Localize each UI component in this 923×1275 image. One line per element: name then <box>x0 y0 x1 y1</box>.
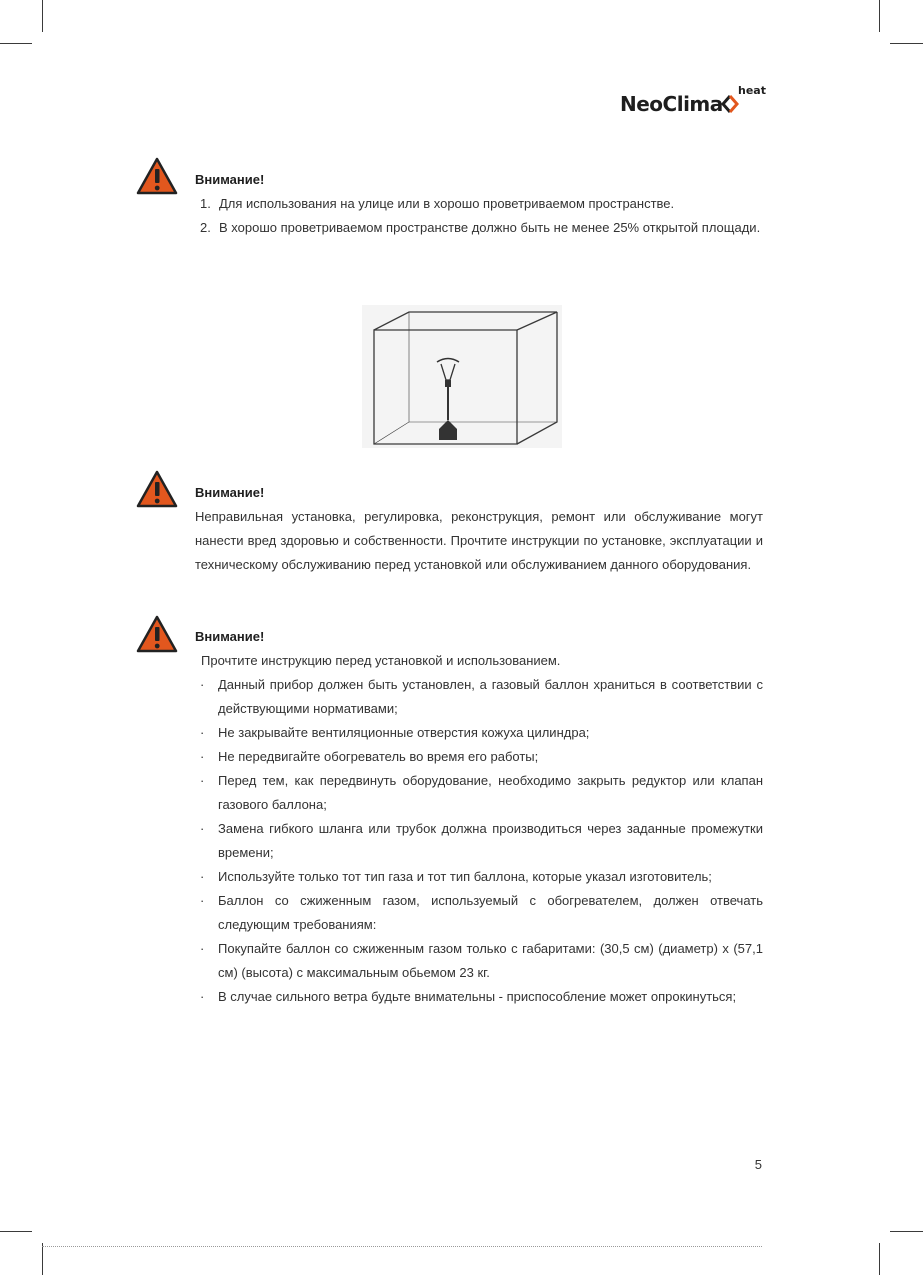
crop-mark <box>879 1243 880 1275</box>
item-text: Для использования на улице или в хорошо проветриваемом пространстве. <box>219 196 675 211</box>
list-item: · В случае сильного ветра будьте внимательны - приспособление может опрокинуться; <box>195 985 763 1009</box>
warning-section-2 <box>195 481 763 577</box>
item-text: В хорошо проветриваемом пространстве должно быть не менее 25% открытой площади. <box>219 220 761 235</box>
warning-text: Неправильная установка, регулировка, реконструкция, ремонт или обслуживание могут нанести вред здоровью и собственности. Прочтите инструкции по установке, эксплуатации и техническому обслуживанию перед установкой или обслуживанием данного оборудования. <box>195 509 763 572</box>
warning-section-3 <box>195 625 763 1009</box>
warning-section-1 <box>195 168 763 240</box>
brand-suffix: heat <box>738 84 766 97</box>
brand-logo <box>620 82 770 122</box>
list-item: · Перед тем, как передвинуть оборудование, необходимо закрыть редуктор или клапан газового баллона; <box>195 769 763 817</box>
list-item: · Данный прибор должен быть установлен, а газовый баллон храниться в соответствии с действующими нормативами; <box>195 673 763 721</box>
crop-mark <box>42 1243 43 1275</box>
brand-mark-icon <box>721 95 739 113</box>
warning-icon <box>136 615 178 653</box>
item-number: 1. <box>200 196 211 211</box>
bullet-list <box>195 673 763 1009</box>
crop-mark <box>0 43 32 44</box>
footer-divider <box>42 1246 762 1247</box>
warning-title: Внимание! <box>195 485 265 500</box>
numbered-list <box>195 192 763 240</box>
crop-mark <box>42 0 43 32</box>
list-item <box>195 192 763 216</box>
list-item: · Используйте только тот тип газа и тот тип баллона, которые указал изготовитель; <box>195 865 763 889</box>
list-item: · Замена гибкого шланга или трубок должна производиться через заданные промежутки времени; <box>195 817 763 865</box>
warning-title: Внимание! <box>195 172 265 187</box>
warning-icon <box>136 470 178 508</box>
list-item: · Не передвигайте обогреватель во время его работы; <box>195 745 763 769</box>
warning-title: Внимание! <box>195 629 265 644</box>
crop-mark <box>890 43 923 44</box>
brand-name: NeoClima <box>620 92 723 116</box>
open-space-diagram-icon <box>362 305 562 448</box>
page-number: 5 <box>754 1157 762 1172</box>
crop-mark <box>890 1231 923 1232</box>
crop-mark <box>0 1231 32 1232</box>
list-item: · Баллон со сжиженным газом, используемый с обогревателем, должен отвечать следующим требованиям: <box>195 889 763 937</box>
item-number: 2. <box>200 220 211 235</box>
list-item: · Не закрывайте вентиляционные отверстия кожуха цилиндра; <box>195 721 763 745</box>
ventilation-diagram <box>362 305 562 448</box>
crop-mark <box>879 0 880 32</box>
warning-icon <box>136 157 178 195</box>
list-item <box>195 216 763 240</box>
list-item: · Покупайте баллон со сжиженным газом только с габаритами: (30,5 см) (диаметр) x (57,1 см) (высота) с максимальным обьемом 23 кг. <box>195 937 763 985</box>
warning-intro: Прочтите инструкцию перед установкой и использованием. <box>201 653 561 668</box>
